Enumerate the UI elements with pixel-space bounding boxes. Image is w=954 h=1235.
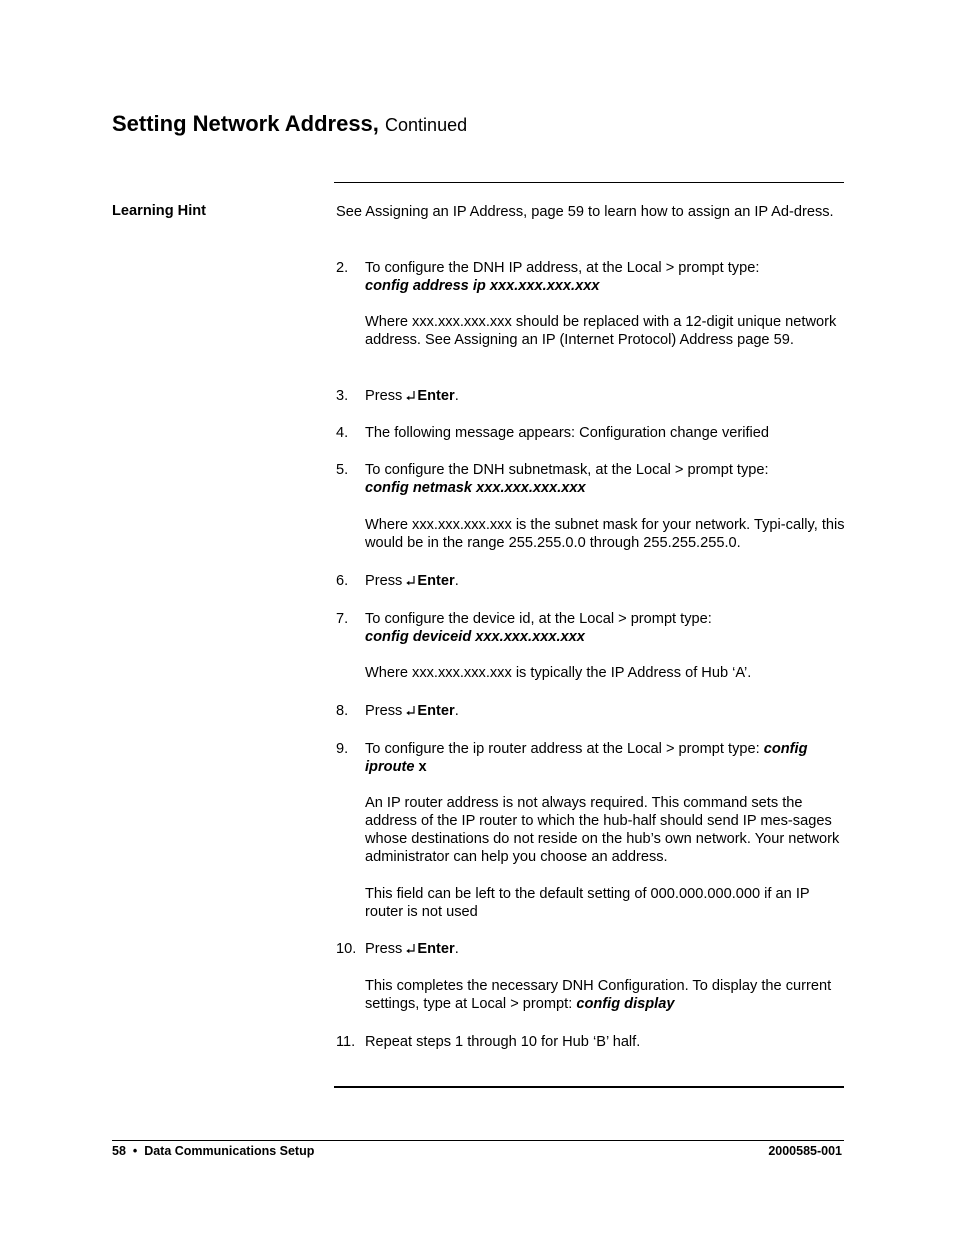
step-number: 3. [336, 388, 349, 404]
step-number: 2. [336, 260, 349, 276]
press-text: Press [365, 388, 403, 404]
step-4 [336, 424, 844, 442]
step-number: 4. [336, 425, 349, 441]
command-argument: x [418, 759, 427, 775]
step-5-note: Where xxx.xxx.xxx.xxx is the subnet mask for your network. Typi-cally, this would be in the range 255.255.0.0 through 255.255.255.0. [365, 517, 845, 551]
title-main: Setting Network Address, [112, 111, 379, 136]
press-text: Press [365, 703, 403, 719]
step-6 [336, 572, 844, 590]
step-9 [336, 740, 844, 776]
step-9-note-2: This field can be left to the default setting of 000.000.000.000 if an IP router is not used [365, 886, 810, 920]
enter-key-label: Enter [417, 388, 455, 404]
footer-divider [112, 1140, 844, 1141]
command-text: config netmask xxx.xxx.xxx.xxx [365, 480, 586, 496]
step-number: 9. [336, 741, 349, 757]
period: . [454, 941, 459, 957]
step-9-note-1: An IP router address is not always required. This command sets the address of the IP router to which the hub-half should send IP mes-sages whose destinations do not reside on the hub’s own network. Your network administrator can help you choose an address. [365, 795, 840, 865]
step-number: 10. [336, 941, 357, 957]
command-text: config address ip xxx.xxx.xxx.xxx [365, 278, 600, 294]
bullet: • [132, 1144, 138, 1158]
period: . [454, 388, 459, 404]
press-text: Press [365, 573, 403, 589]
command-text: config display [576, 996, 675, 1012]
step-11 [336, 1033, 844, 1051]
enter-key-icon [406, 944, 415, 955]
enter-key-label: Enter [417, 703, 455, 719]
step-7-note: Where xxx.xxx.xxx.xxx is typically the IP Address of Hub ‘A’. [365, 665, 752, 681]
document-number: 2000585-001 [768, 1144, 842, 1158]
section-name: Data Communications Setup [144, 1144, 315, 1158]
step-number: 6. [336, 573, 349, 589]
step-3 [336, 387, 844, 405]
step-number: 8. [336, 703, 349, 719]
top-divider [334, 182, 844, 183]
step-2-note: Where xxx.xxx.xxx.xxx should be replaced with a 12-digit unique network address. See Assigning an IP (Internet Protocol) Address page 59. [365, 314, 837, 348]
step-8 [336, 702, 844, 720]
learning-hint-label: Learning Hint [112, 203, 207, 219]
footer-left [112, 1144, 314, 1158]
step-7 [336, 610, 844, 646]
step-2 [336, 259, 844, 295]
step-text: To configure the ip router address at the Local > prompt type: [365, 741, 760, 757]
step-5 [336, 461, 844, 497]
step-text: To configure the device id, at the Local > prompt type: [365, 611, 712, 627]
intro-paragraph: See Assigning an IP Address, page 59 to learn how to assign an IP Ad-dress. [336, 204, 834, 220]
step-number: 5. [336, 462, 349, 478]
enter-key-icon [406, 576, 415, 587]
bottom-divider [334, 1086, 844, 1088]
press-text: Press [365, 941, 403, 957]
title-continued: Continued [385, 115, 468, 135]
step-text: To configure the DNH IP address, at the Local > prompt type: [365, 260, 760, 276]
note-text: This completes the necessary DNH Configuration. To display the current settings, type at Local > prompt: [365, 978, 832, 1012]
enter-key-label: Enter [417, 573, 455, 589]
step-number: 11. [336, 1034, 356, 1050]
step-text: The following message appears: Configuration change verified [365, 425, 770, 441]
period: . [454, 703, 459, 719]
step-text: Repeat steps 1 through 10 for Hub ‘B’ half. [365, 1034, 641, 1050]
step-text: To configure the DNH subnetmask, at the Local > prompt type: [365, 462, 769, 478]
step-number: 7. [336, 611, 349, 627]
step-10 [336, 940, 844, 958]
command-text: config iproute [365, 741, 808, 775]
page-title [112, 111, 467, 137]
enter-key-icon [406, 706, 415, 717]
enter-key-icon [406, 391, 415, 402]
period: . [454, 573, 459, 589]
page-number: 58 [112, 1144, 126, 1158]
step-10-note [365, 977, 845, 1013]
command-text: config deviceid xxx.xxx.xxx.xxx [365, 629, 585, 645]
enter-key-label: Enter [417, 941, 455, 957]
